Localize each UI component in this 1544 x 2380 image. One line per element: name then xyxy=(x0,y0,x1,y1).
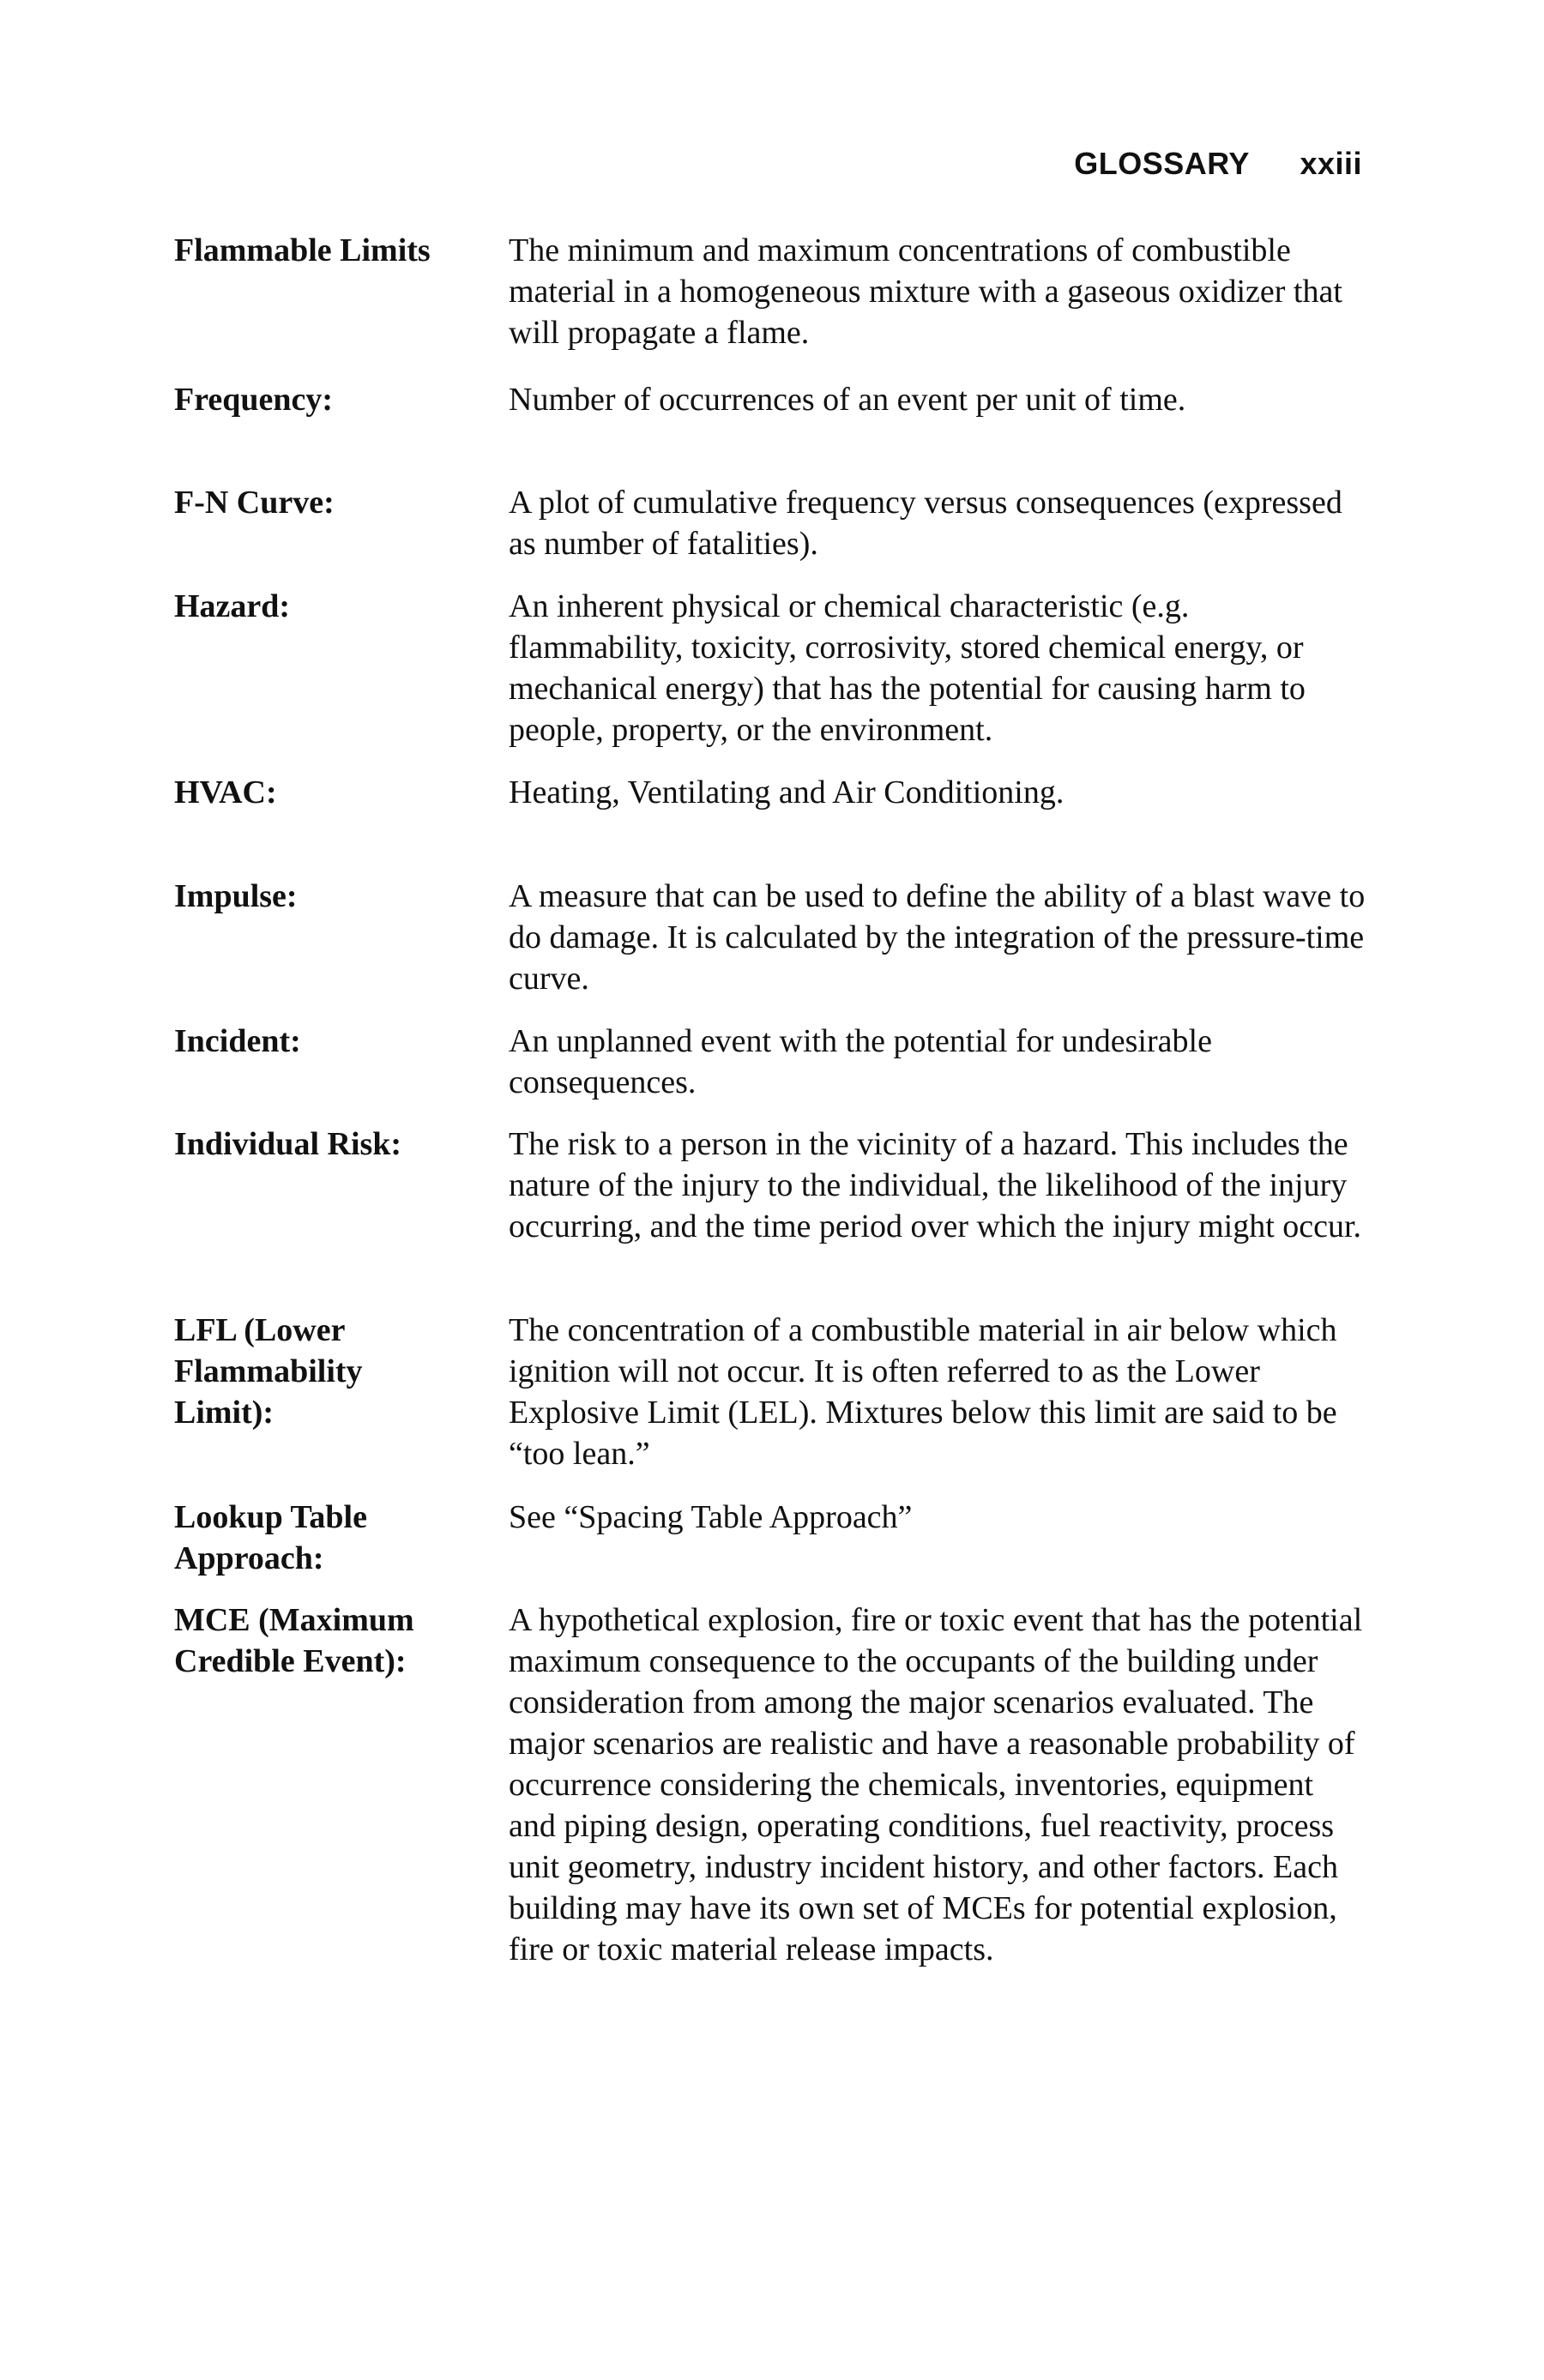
glossary-definition: An inherent physical or chemical characteristic (e.g. flammability, toxicity, corrosivity, stored chemical energy, or mechanical energy) that has the potential for causing harm to people, property, or the environment. xyxy=(509,588,1306,748)
glossary-definition: A plot of cumulative frequency versus consequences (expressed as number of fatalities). xyxy=(509,485,1342,562)
glossary-term: Incident: xyxy=(174,1023,301,1059)
glossary-term: Hazard: xyxy=(174,588,291,624)
glossary-definition: The concentration of a combustible material in air below which ignition will not occur. It is often referred to as the Lower Explosive Limit (LEL). Mixtures below this limit are said to be “too lean.” xyxy=(509,1312,1337,1472)
glossary-definition: A hypothetical explosion, fire or toxic event that has the potential maximum consequence to the occupants of the building under consideration from among the major scenarios evaluated. The major scenarios are realistic and have a reasonable probability of occurrence considering the chemicals, inventories, equipment and piping design, operating conditions, fuel reactivity, process unit geometry, industry incident history, and other factors. Each building may have its own set of MCEs for potential explosion, fire or toxic material release impacts. xyxy=(509,1602,1363,1967)
glossary-definition: Heating, Ventilating and Air Conditioning. xyxy=(509,774,1065,810)
glossary-term: HVAC: xyxy=(174,774,277,810)
glossary-term: Frequency: xyxy=(174,382,334,418)
glossary-definition: The risk to a person in the vicinity of a hazard. This includes the nature of the injury to the individual, the likelihood of the injury occurring, and the time period over which the injury might occur. xyxy=(509,1126,1362,1244)
running-head-title: GLOSSARY xyxy=(1074,146,1250,181)
glossary-term: F-N Curve: xyxy=(174,485,335,521)
glossary-term: Lookup Table Approach: xyxy=(174,1499,367,1576)
running-head xyxy=(1074,146,1362,182)
page-number: xxiii xyxy=(1300,146,1362,181)
glossary-definition: See “Spacing Table Approach” xyxy=(509,1499,913,1535)
glossary-term: Flammable Limits xyxy=(174,232,431,268)
glossary-definition: The minimum and maximum concentrations of combustible material in a homogeneous mixture with a gaseous oxidizer that will propagate a flame. xyxy=(509,232,1342,351)
glossary-term: Impulse: xyxy=(174,878,298,914)
glossary-definition: An unplanned event with the potential for undesirable consequences. xyxy=(509,1023,1212,1100)
glossary-definition: Number of occurrences of an event per unit of time. xyxy=(509,382,1186,418)
glossary-term: MCE (Maximum Credible Event): xyxy=(174,1602,414,1679)
glossary-term: LFL (Lower Flammability Limit): xyxy=(174,1312,363,1431)
glossary-definition: A measure that can be used to define the ability of a blast wave to do damage. It is calculated by the integration of the pressure-time curve. xyxy=(509,878,1366,997)
glossary-term: Individual Risk: xyxy=(174,1126,402,1162)
